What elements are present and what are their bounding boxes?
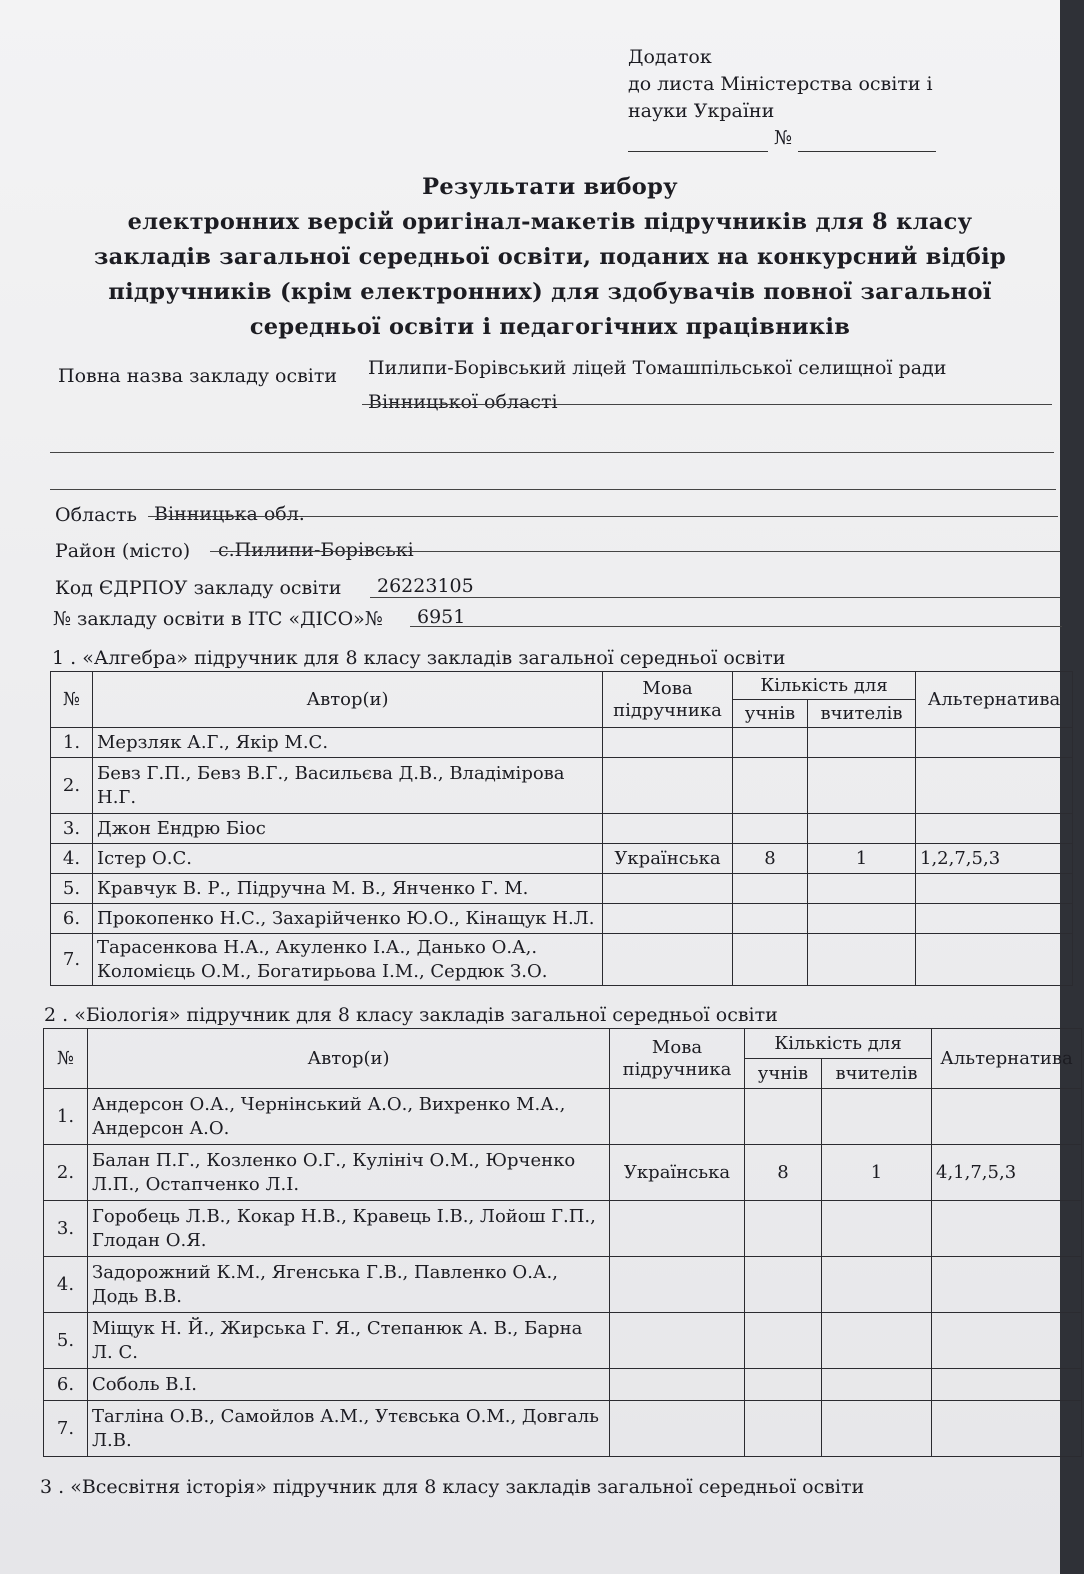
- title-line-5: середньої освіти і педагогічних працівників: [249, 314, 851, 340]
- row-number: 1.: [51, 728, 93, 758]
- row-alternative: [916, 874, 1073, 904]
- row-authors: Прокопенко Н.С., Захарійченко Ю.О., Кінащук Н.Л.: [93, 904, 603, 934]
- row-alternative: [932, 1201, 1082, 1257]
- row-number: 2.: [51, 758, 93, 814]
- header-no: №: [51, 672, 93, 728]
- row-alternative: [916, 814, 1073, 844]
- table-row: [44, 1145, 1082, 1201]
- row-students: [733, 728, 808, 758]
- table-row: [51, 814, 1073, 844]
- table-row: [44, 1257, 1082, 1313]
- row-authors: Задорожний К.М., Ягенська Г.В., Павленко О.А., Додь В.В.: [88, 1257, 610, 1313]
- header-teachers: вчителів: [822, 1059, 932, 1089]
- blank-line-2: [50, 489, 1056, 490]
- table-row: [44, 1313, 1082, 1369]
- row-students: [733, 904, 808, 934]
- region-underline: [148, 516, 1058, 517]
- district-underline: [210, 551, 1060, 552]
- row-teachers: [822, 1089, 932, 1145]
- header-language: Мова підручника: [603, 672, 733, 728]
- row-number: 5.: [51, 874, 93, 904]
- row-alternative: 4,1,7,5,3: [932, 1145, 1082, 1201]
- section-title-biology: 2 . «Біологія» підручник для 8 класу закладів загальної середньої освіти: [44, 1004, 778, 1026]
- header-quantity: Кількість для: [733, 672, 916, 700]
- row-teachers: [808, 934, 916, 986]
- table-row: [51, 904, 1073, 934]
- annex-date-blank: [628, 129, 768, 152]
- row-authors: Балан П.Г., Козленко О.Г., Кулініч О.М., Юрченко Л.П., Остапченко Л.І.: [88, 1145, 610, 1201]
- title-line-4: підручників (крім електронних) для здобувачів повної загальної: [108, 279, 992, 305]
- row-language: [610, 1257, 745, 1313]
- row-alternative: [916, 904, 1073, 934]
- district-label: Район (місто): [55, 540, 191, 562]
- row-language: Українська: [610, 1145, 745, 1201]
- row-students: [733, 934, 808, 986]
- row-authors: Горобець Л.В., Кокар Н.В., Кравець І.В., Лойош Г.П., Глодан О.Я.: [88, 1201, 610, 1257]
- row-language: Українська: [603, 844, 733, 874]
- row-number: 7.: [44, 1401, 88, 1457]
- row-authors: Тарасенкова Н.А., Акуленко І.А., Данько О.А,. Коломієць О.М., Богатирьова І.М., Сердюк З.О.: [93, 934, 603, 986]
- header-authors: Автор(и): [88, 1029, 610, 1089]
- row-teachers: [822, 1201, 932, 1257]
- row-authors: Соболь В.І.: [88, 1369, 610, 1401]
- row-teachers: [808, 814, 916, 844]
- row-students: [733, 758, 808, 814]
- row-students: [745, 1401, 822, 1457]
- title-line-3: закладів загальної середньої освіти, поданих на конкурсний відбір: [93, 244, 1007, 270]
- annex-number-line: [628, 125, 936, 152]
- row-number: 6.: [44, 1369, 88, 1401]
- annex-number-blank: [798, 129, 936, 152]
- annex-line-1: Додаток: [628, 46, 712, 68]
- annex-line-3: науки України: [628, 100, 775, 122]
- row-number: 2.: [44, 1145, 88, 1201]
- row-authors: Андерсон О.А., Чернінський А.О., Вихренко М.А., Андерсон А.О.: [88, 1089, 610, 1145]
- row-teachers: [822, 1401, 932, 1457]
- annex-line-2: до листа Міністерства освіти і: [628, 73, 933, 95]
- row-authors: Мерзляк А.Г., Якір М.С.: [93, 728, 603, 758]
- row-teachers: 1: [822, 1145, 932, 1201]
- header-no: №: [44, 1029, 88, 1089]
- row-teachers: 1: [808, 844, 916, 874]
- table-row: [44, 1401, 1082, 1457]
- row-number: 5.: [44, 1313, 88, 1369]
- row-language: [610, 1089, 745, 1145]
- table-row: [51, 844, 1073, 874]
- school-name-underline: [362, 404, 1052, 405]
- header-language: Мова підручника: [610, 1029, 745, 1089]
- row-students: 8: [733, 844, 808, 874]
- row-language: [603, 728, 733, 758]
- row-alternative: [916, 934, 1073, 986]
- title-line-1: Результати вибору: [422, 174, 678, 200]
- row-alternative: [916, 758, 1073, 814]
- algebra-table: [50, 671, 1073, 986]
- row-number: 4.: [44, 1257, 88, 1313]
- school-name-label: Повна назва закладу освіти: [58, 365, 338, 387]
- row-alternative: [916, 728, 1073, 758]
- row-alternative: [932, 1089, 1082, 1145]
- row-students: [745, 1313, 822, 1369]
- table-row: [44, 1089, 1082, 1145]
- row-teachers: [822, 1369, 932, 1401]
- row-alternative: 1,2,7,5,3: [916, 844, 1073, 874]
- row-teachers: [822, 1257, 932, 1313]
- header-students: учнів: [745, 1059, 822, 1089]
- section-title-world-history: 3 . «Всесвітня історія» підручник для 8 класу закладів загальної середньої освіти: [40, 1476, 865, 1498]
- document-title: [40, 170, 1060, 345]
- school-name-value-line-2: Вінницької області: [368, 391, 558, 413]
- row-authors: Істер О.С.: [93, 844, 603, 874]
- row-teachers: [808, 728, 916, 758]
- row-students: [733, 874, 808, 904]
- row-teachers: [808, 874, 916, 904]
- section-title-algebra: 1 . «Алгебра» підручник для 8 класу закладів загальної середньої освіти: [52, 647, 786, 669]
- row-alternative: [932, 1257, 1082, 1313]
- table-row: [44, 1201, 1082, 1257]
- row-language: [603, 934, 733, 986]
- row-number: 3.: [44, 1201, 88, 1257]
- row-alternative: [932, 1401, 1082, 1457]
- annex-note: [628, 44, 936, 152]
- header-teachers: вчителів: [808, 700, 916, 728]
- row-number: 6.: [51, 904, 93, 934]
- header-alternative: Альтернатива: [916, 672, 1073, 728]
- district-value: с.Пилипи-Борівські: [218, 539, 414, 561]
- row-students: [745, 1369, 822, 1401]
- row-number: 4.: [51, 844, 93, 874]
- edrpou-underline: [370, 597, 1060, 598]
- row-authors: Тагліна О.В., Самойлов А.М., Утєвська О.М., Довгаль Л.В.: [88, 1401, 610, 1457]
- row-language: [603, 904, 733, 934]
- row-teachers: [822, 1313, 932, 1369]
- header-authors: Автор(и): [93, 672, 603, 728]
- row-students: [745, 1257, 822, 1313]
- row-students: [733, 814, 808, 844]
- row-students: [745, 1089, 822, 1145]
- row-language: [610, 1313, 745, 1369]
- header-quantity: Кількість для: [745, 1029, 932, 1059]
- row-language: [610, 1369, 745, 1401]
- edrpou-value: 26223105: [377, 575, 474, 597]
- row-language: [603, 814, 733, 844]
- header-alternative: Альтернатива: [932, 1029, 1082, 1089]
- annex-number-sign: №: [774, 127, 792, 149]
- row-language: [603, 874, 733, 904]
- region-value: Вінницька обл.: [154, 503, 305, 525]
- blank-line-1: [50, 452, 1054, 453]
- biology-table: [43, 1028, 1082, 1457]
- table-row: [44, 1369, 1082, 1401]
- itc-label: № закладу освіти в ІТС «ДІСО»№: [53, 608, 383, 630]
- row-number: 7.: [51, 934, 93, 986]
- row-language: [610, 1201, 745, 1257]
- row-students: [745, 1201, 822, 1257]
- table-row: [51, 728, 1073, 758]
- row-students: 8: [745, 1145, 822, 1201]
- row-teachers: [808, 904, 916, 934]
- row-number: 1.: [44, 1089, 88, 1145]
- itc-underline: [410, 626, 1062, 627]
- title-line-2: електронних версій оригінал-макетів підручників для 8 класу: [127, 209, 973, 235]
- table-row: [51, 934, 1073, 986]
- row-authors: Міщук Н. Й., Жирська Г. Я., Степанюк А. В., Барна Л. С.: [88, 1313, 610, 1369]
- table-row: [51, 874, 1073, 904]
- row-language: [603, 758, 733, 814]
- row-authors: Бевз Г.П., Бевз В.Г., Васильєва Д.В., Владімірова Н.Г.: [93, 758, 603, 814]
- row-alternative: [932, 1369, 1082, 1401]
- row-number: 3.: [51, 814, 93, 844]
- row-alternative: [932, 1313, 1082, 1369]
- row-authors: Джон Ендрю Біос: [93, 814, 603, 844]
- row-language: [610, 1401, 745, 1457]
- header-students: учнів: [733, 700, 808, 728]
- edrpou-label: Код ЄДРПОУ закладу освіти: [55, 577, 342, 599]
- itc-value: 6951: [417, 606, 466, 628]
- school-name-value-line-1: Пилипи-Борівський ліцей Томашпільської селищної ради: [368, 357, 947, 379]
- row-authors: Кравчук В. Р., Підручна М. В., Янченко Г. М.: [93, 874, 603, 904]
- row-teachers: [808, 758, 916, 814]
- region-label: Область: [55, 504, 137, 526]
- table-row: [51, 758, 1073, 814]
